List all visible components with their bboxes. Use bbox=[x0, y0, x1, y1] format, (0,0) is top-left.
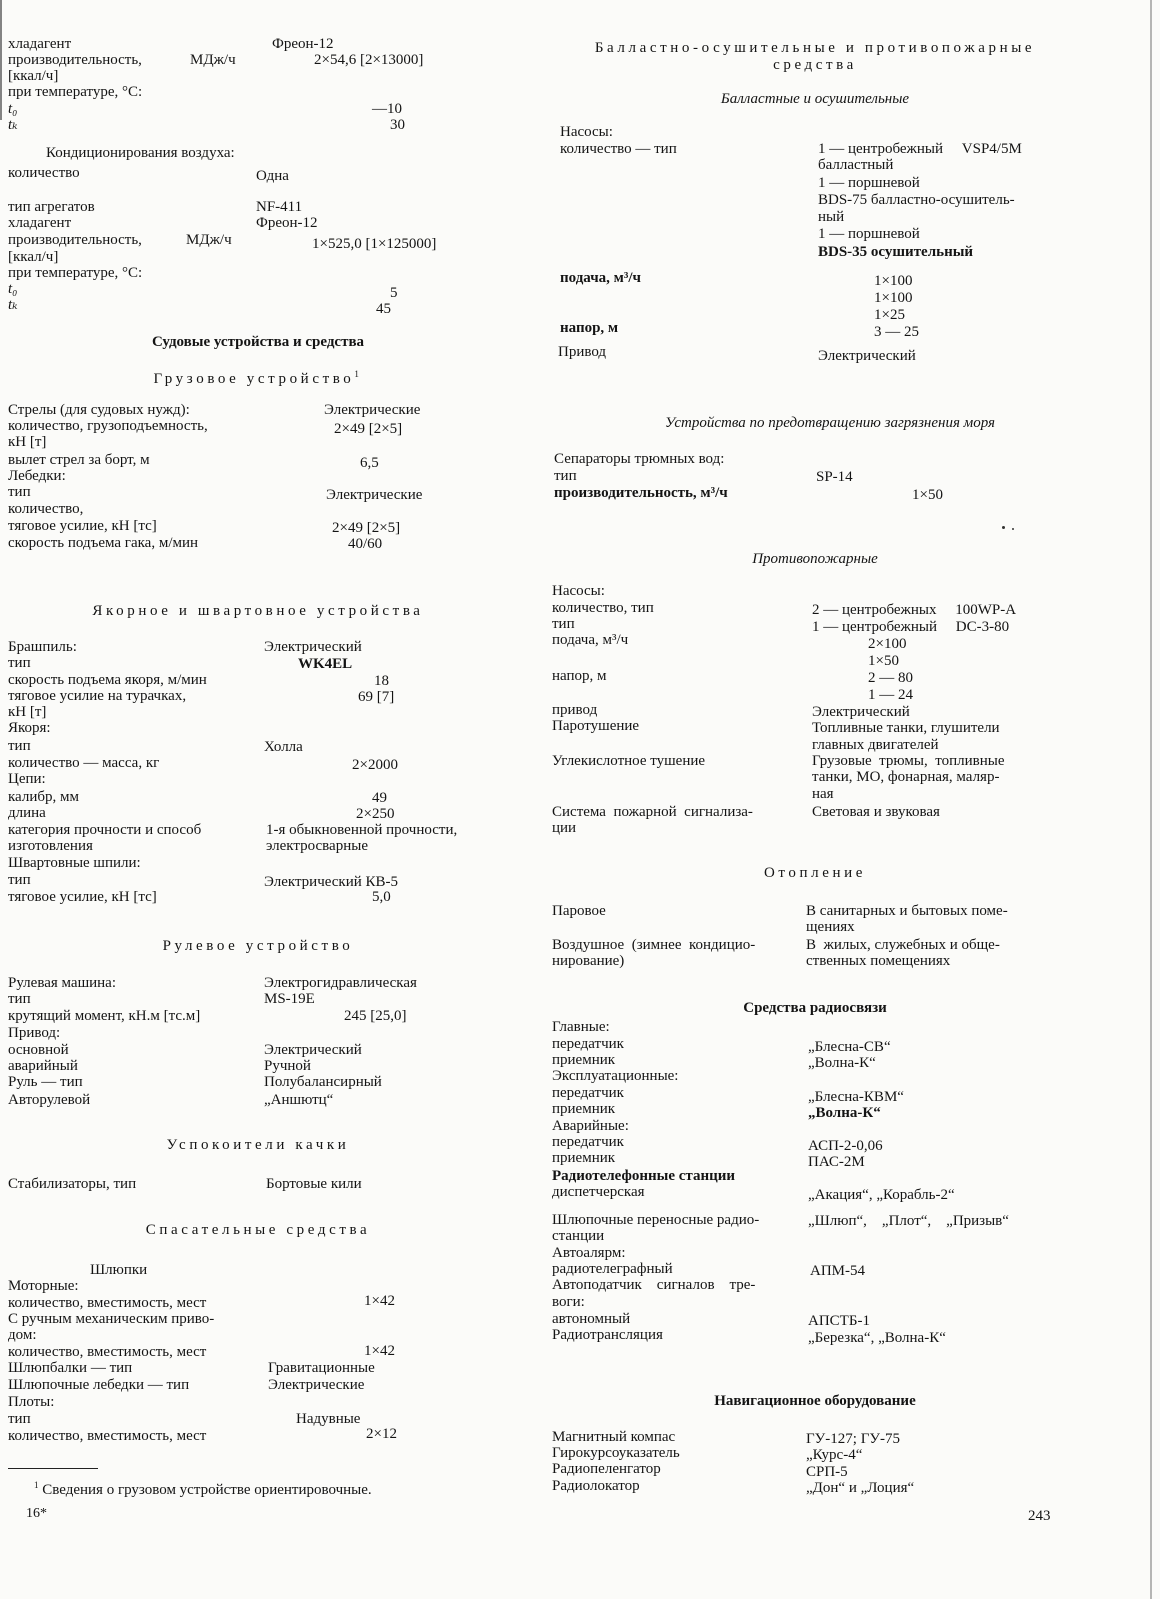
spec-label: диспетчерская bbox=[552, 1184, 645, 1200]
spec-value: „Блесна-КВМ“ bbox=[808, 1089, 904, 1105]
spec-value: 1 — 24 bbox=[868, 687, 913, 703]
spec-label: Якоря: bbox=[8, 720, 51, 736]
spec-label: тип bbox=[8, 991, 31, 1007]
spec-label: скорость подъема якоря, м/мин bbox=[8, 672, 207, 688]
spec-label: Швартовные шпили: bbox=[8, 855, 141, 871]
spec-value: 2×49 [2×5] bbox=[332, 520, 401, 536]
spec-label: крутящий момент, кН.м [тс.м] bbox=[8, 1008, 201, 1024]
spec-label: Привод: bbox=[8, 1025, 61, 1041]
spec-label: привод bbox=[552, 702, 598, 718]
spec-label: при температуре, °C: bbox=[8, 265, 143, 281]
spec-label: производительность, bbox=[8, 52, 142, 68]
spec-label: Авторулевой bbox=[8, 1092, 91, 1108]
spec-label: количество — тип bbox=[560, 141, 677, 157]
spec-value: В жилых, служебных и обще- bbox=[806, 937, 1000, 953]
spec-value: 1 — центробежный DC-3-80 bbox=[812, 619, 1010, 635]
spec-label: приемник bbox=[552, 1150, 616, 1166]
spec-label: Рулевая машина: bbox=[8, 975, 116, 991]
spec-label: аварийный bbox=[8, 1058, 78, 1074]
spec-label: калибр, мм bbox=[8, 789, 79, 805]
spec-value: Электрический bbox=[264, 1042, 362, 1058]
spec-value: 2 — 80 bbox=[868, 670, 913, 686]
spec-value: 1 — центробежный VSP4/5M bbox=[818, 141, 1022, 157]
spec-value: Электрические bbox=[268, 1377, 365, 1393]
spec-value: „Аншютц“ bbox=[264, 1092, 334, 1108]
spec-value: 2×100 bbox=[868, 636, 907, 652]
spec-unit: МДж/ч bbox=[190, 52, 236, 68]
spec-label: передатчик bbox=[552, 1085, 624, 1101]
spec-label: Магнитный компас bbox=[552, 1429, 676, 1445]
spec-value: 2×54,6 [2×13000] bbox=[314, 52, 424, 68]
spec-value: BDS-35 осушительный bbox=[818, 244, 974, 260]
spec-value: 5 bbox=[390, 285, 398, 301]
section-heading: Спасательные средства bbox=[145, 1222, 371, 1238]
spec-label: тяговое усилие, кН [тс] bbox=[8, 518, 157, 534]
spec-label: Радиотелефонные станции bbox=[552, 1168, 736, 1184]
spec-label: Шлюпочные переносные радио- bbox=[552, 1212, 760, 1228]
subsection-heading: Противопожарные bbox=[752, 551, 878, 567]
spec-value: Гравитационные bbox=[268, 1360, 375, 1376]
spec-label: автономный bbox=[552, 1311, 631, 1327]
spec-value: СРП-5 bbox=[806, 1464, 848, 1480]
section-heading: Отопление bbox=[764, 865, 866, 881]
spec-value: 6,5 bbox=[360, 455, 379, 471]
spec-value: WK4EL bbox=[298, 656, 353, 672]
spec-label: Стабилизаторы, тип bbox=[8, 1176, 137, 1192]
spec-unit: МДж/ч bbox=[186, 232, 232, 248]
section-heading: Средства радиосвязи bbox=[743, 1000, 887, 1016]
spec-label: изготовления bbox=[8, 838, 93, 854]
spec-value: 2×12 bbox=[366, 1426, 397, 1442]
subsection-heading: Шлюпки bbox=[90, 1262, 148, 1278]
spec-label: t₀ bbox=[8, 101, 18, 117]
spec-value: „Курс-4“ bbox=[806, 1447, 863, 1463]
spec-label: количество — масса, кг bbox=[8, 755, 160, 771]
spec-label: Цепи: bbox=[8, 771, 46, 787]
spec-value: „Блесна-СВ“ bbox=[808, 1039, 891, 1055]
spec-value: Электрические bbox=[326, 487, 423, 503]
spec-label: передатчик bbox=[552, 1036, 624, 1052]
section-heading: Балластно-осушительные и противопожарные bbox=[594, 40, 1036, 56]
spec-value: ГУ-127; ГУ-75 bbox=[806, 1431, 900, 1447]
spec-label: [ккал/ч] bbox=[8, 249, 59, 265]
spec-label: напор, м bbox=[560, 320, 619, 336]
spec-label: Насосы: bbox=[552, 583, 605, 599]
spec-label: производительность, bbox=[8, 232, 142, 248]
scan-edge-mark bbox=[1150, 0, 1152, 1599]
spec-value: 1×50 bbox=[912, 487, 943, 503]
spec-label: основной bbox=[8, 1042, 69, 1058]
spec-value: 2×250 bbox=[356, 806, 395, 822]
spec-value: Фреон-12 bbox=[256, 215, 318, 231]
spec-label: количество, bbox=[8, 501, 84, 517]
spec-value: 1×100 bbox=[874, 290, 913, 306]
spec-label: вылет стрел за борт, м bbox=[8, 452, 150, 468]
spec-value: 40/60 bbox=[348, 536, 383, 552]
section-heading: Навигационное оборудование bbox=[714, 1393, 916, 1409]
spec-label: тип bbox=[8, 655, 31, 671]
spec-label: тяговое усилие, кН [тс] bbox=[8, 889, 157, 905]
spec-label: количество, грузоподъемность, bbox=[8, 418, 208, 434]
spec-label: Аварийные: bbox=[552, 1118, 629, 1134]
spec-label: длина bbox=[8, 805, 46, 821]
spec-label: радиотелеграфный bbox=[552, 1261, 673, 1277]
spec-label: кН [т] bbox=[8, 434, 47, 450]
spec-value: Световая и звуковая bbox=[812, 804, 940, 820]
spec-label: Плоты: bbox=[8, 1394, 55, 1410]
spec-label: Радиолокатор bbox=[552, 1478, 640, 1494]
spec-value: „Шлюп“, „Плот“, „Призыв“ bbox=[808, 1213, 1009, 1229]
spec-value: Грузовые трюмы, топливные bbox=[812, 753, 1005, 769]
spec-label: Насосы: bbox=[560, 124, 613, 140]
spec-value: Бортовые кили bbox=[266, 1176, 362, 1192]
spec-label: тип bbox=[554, 468, 577, 484]
spec-label: кН [т] bbox=[8, 704, 47, 720]
spec-value: Электрический bbox=[264, 639, 362, 655]
spec-label: тип bbox=[8, 484, 31, 500]
spec-value: щениях bbox=[806, 919, 855, 935]
spec-value: SP-14 bbox=[816, 469, 853, 485]
spec-label: Главные: bbox=[552, 1019, 610, 1035]
spec-label: Шлюпбалки — тип bbox=[8, 1360, 133, 1376]
spec-label: тяговое усилие на турачках, bbox=[8, 688, 187, 704]
spec-label: дом: bbox=[8, 1327, 37, 1343]
spec-value: ПАС-2М bbox=[808, 1154, 865, 1170]
spec-label: тип bbox=[8, 872, 31, 888]
spec-value: 45 bbox=[376, 301, 391, 317]
spec-label: количество, вместимость, мест bbox=[8, 1295, 207, 1311]
spec-label: Автоалярм: bbox=[552, 1245, 626, 1261]
spec-label: напор, м bbox=[552, 668, 607, 684]
spec-label: Паротушение bbox=[552, 718, 640, 734]
spec-value: Надувные bbox=[296, 1411, 361, 1427]
spec-value: —10 bbox=[372, 101, 402, 117]
spec-value: Электрические bbox=[324, 402, 421, 418]
spec-value: танки, МО, фонарная, маляр- bbox=[812, 769, 1000, 785]
spec-value: 1×42 bbox=[364, 1343, 395, 1359]
spec-value: „Волна-К“ bbox=[808, 1105, 881, 1121]
section-heading: Успокоители качки bbox=[166, 1137, 350, 1153]
subsection-heading: Кондиционирования воздуха: bbox=[46, 145, 235, 161]
print-speck bbox=[1012, 528, 1014, 530]
spec-value: балластный bbox=[818, 157, 894, 173]
spec-value: 49 bbox=[372, 790, 387, 806]
spec-value: BDS-75 балластно-осушитель- bbox=[818, 192, 1015, 208]
spec-label: Моторные: bbox=[8, 1278, 79, 1294]
spec-label: количество, вместимость, мест bbox=[8, 1344, 207, 1360]
spec-label: Шлюпочные лебедки — тип bbox=[8, 1377, 190, 1393]
spec-label: количество, тип bbox=[552, 600, 654, 616]
print-speck bbox=[1002, 526, 1005, 529]
spec-label: Эксплуатационные: bbox=[552, 1068, 679, 1084]
spec-label: ции bbox=[552, 820, 577, 836]
spec-value: 1×100 bbox=[874, 273, 913, 289]
spec-label: подача, м³/ч bbox=[552, 632, 629, 648]
spec-value: В санитарных и бытовых поме- bbox=[806, 903, 1008, 919]
spec-label: тип bbox=[552, 616, 575, 632]
footnote: $^1$ Сведения о грузовом устройстве ориентировочные. bbox=[34, 1480, 372, 1498]
spec-value: Электрогидравлическая bbox=[264, 975, 417, 991]
spec-label: при температуре, °C: bbox=[8, 84, 143, 100]
spec-label: подача, м³/ч bbox=[560, 270, 641, 286]
spec-value: 2 — центробежных 100WP-A bbox=[812, 602, 1017, 618]
spec-label: тип bbox=[8, 738, 31, 754]
spec-value: АПМ-54 bbox=[810, 1263, 865, 1279]
spec-label: воги: bbox=[552, 1294, 585, 1310]
footnote-rule bbox=[8, 1468, 98, 1469]
spec-label: Воздушное (зимнее кондицио- bbox=[552, 937, 756, 953]
spec-value: 1×25 bbox=[874, 307, 905, 323]
spec-value: 1×42 bbox=[364, 1293, 395, 1309]
section-heading: Рулевое устройство bbox=[162, 938, 354, 954]
spec-label: скорость подъема гака, м/мин bbox=[8, 535, 199, 551]
spec-label: тип bbox=[8, 1411, 31, 1427]
spec-label: t₀ bbox=[8, 281, 18, 297]
spec-value: главных двигателей bbox=[812, 737, 939, 753]
subsection-heading: Балластные и осушительные bbox=[720, 91, 910, 107]
spec-value: Ручной bbox=[264, 1058, 311, 1074]
spec-value: 1×525,0 [1×125000] bbox=[312, 236, 437, 252]
spec-value: 30 bbox=[390, 117, 405, 133]
spec-value: 2×49 [2×5] bbox=[334, 421, 403, 437]
spec-label: Гирокурсоуказатель bbox=[552, 1445, 680, 1461]
spec-value: Полубалансирный bbox=[264, 1074, 382, 1090]
spec-label: Привод bbox=[558, 344, 607, 360]
spec-value: 245 [25,0] bbox=[344, 1008, 407, 1024]
spec-label: tₖ bbox=[8, 117, 18, 133]
spec-label: Стрелы (для судовых нужд): bbox=[8, 402, 190, 418]
spec-value: „Дон“ и „Лоция“ bbox=[806, 1480, 915, 1496]
spec-label: Радиотрансляция bbox=[552, 1327, 663, 1343]
spec-value: „Березка“, „Волна-К“ bbox=[808, 1330, 946, 1346]
spec-label: Сепараторы трюмных вод: bbox=[554, 451, 725, 467]
section-heading: Грузовое устройство$^1$ bbox=[153, 369, 363, 387]
spec-label: приемник bbox=[552, 1052, 616, 1068]
spec-value: Фреон-12 bbox=[272, 36, 334, 52]
subsection-heading: Устройства по предотвращению загрязнения моря bbox=[664, 415, 996, 431]
spec-value: Электрический КВ-5 bbox=[264, 874, 399, 890]
spec-label: Лебедки: bbox=[8, 468, 66, 484]
section-heading: средства bbox=[773, 57, 857, 73]
spec-label: станции bbox=[552, 1228, 605, 1244]
spec-value: Электрический bbox=[818, 348, 916, 364]
spec-value: 1 — поршневой bbox=[818, 175, 920, 191]
spec-value: 1 — поршневой bbox=[818, 226, 920, 242]
spec-label: хладагент bbox=[8, 36, 72, 52]
spec-value: 2×2000 bbox=[352, 757, 398, 773]
spec-value: АСП-2-0,06 bbox=[808, 1138, 883, 1154]
spec-value: АПСТБ-1 bbox=[808, 1313, 870, 1329]
spec-value: 1×50 bbox=[868, 653, 899, 669]
spec-label: Система пожарной сигнализа- bbox=[552, 804, 753, 820]
page-number: 243 bbox=[1028, 1508, 1051, 1524]
spec-value: MS-19E bbox=[264, 991, 315, 1007]
spec-value: ный bbox=[818, 209, 845, 225]
spec-label: Паровое bbox=[552, 903, 606, 919]
spec-label: Брашпиль: bbox=[8, 639, 77, 655]
spec-label: производительность, м³/ч bbox=[554, 485, 728, 501]
spec-label: нирование) bbox=[552, 953, 625, 969]
spec-label: Руль — тип bbox=[8, 1074, 83, 1090]
spec-label: tₖ bbox=[8, 297, 18, 313]
spec-value: 5,0 bbox=[372, 889, 391, 905]
spec-value: 69 [7] bbox=[358, 689, 395, 705]
spec-value: 1-я обыкновенной прочности, bbox=[266, 822, 458, 838]
spec-label: Радиопеленгатор bbox=[552, 1461, 661, 1477]
spec-value: Электрический bbox=[812, 704, 910, 720]
scan-edge-mark bbox=[0, 0, 2, 120]
spec-label: хладагент bbox=[8, 215, 72, 231]
spec-value: Топливные танки, глушители bbox=[812, 720, 1000, 736]
spec-label: Автоподатчик сигналов тре- bbox=[552, 1277, 756, 1293]
spec-value: „Акация“, „Корабль-2“ bbox=[808, 1187, 955, 1203]
spec-value: 3 — 25 bbox=[874, 324, 919, 340]
spec-label: Углекислотное тушение bbox=[552, 753, 706, 769]
section-heading: Якорное и швартовное устройства bbox=[92, 603, 424, 619]
spec-value: Холла bbox=[264, 739, 303, 755]
spec-value: Одна bbox=[256, 168, 289, 184]
spec-label: приемник bbox=[552, 1101, 616, 1117]
spec-label: тип агрегатов bbox=[8, 199, 95, 215]
spec-label: количество, вместимость, мест bbox=[8, 1428, 207, 1444]
spec-value: NF-411 bbox=[256, 199, 303, 215]
spec-value: ная bbox=[812, 786, 834, 802]
spec-label: [ккал/ч] bbox=[8, 68, 59, 84]
spec-label: С ручным механическим приво- bbox=[8, 1311, 215, 1327]
spec-label: количество bbox=[8, 165, 80, 181]
spec-value: 18 bbox=[374, 673, 389, 689]
spec-value: электросварные bbox=[266, 838, 368, 854]
spec-value: ственных помещениях bbox=[806, 953, 951, 969]
signature-mark: 16* bbox=[26, 1506, 47, 1521]
spec-label: категория прочности и способ bbox=[8, 822, 202, 838]
spec-label: передатчик bbox=[552, 1134, 624, 1150]
section-heading: Судовые устройства и средства bbox=[151, 334, 365, 350]
spec-value: „Волна-К“ bbox=[808, 1055, 876, 1071]
